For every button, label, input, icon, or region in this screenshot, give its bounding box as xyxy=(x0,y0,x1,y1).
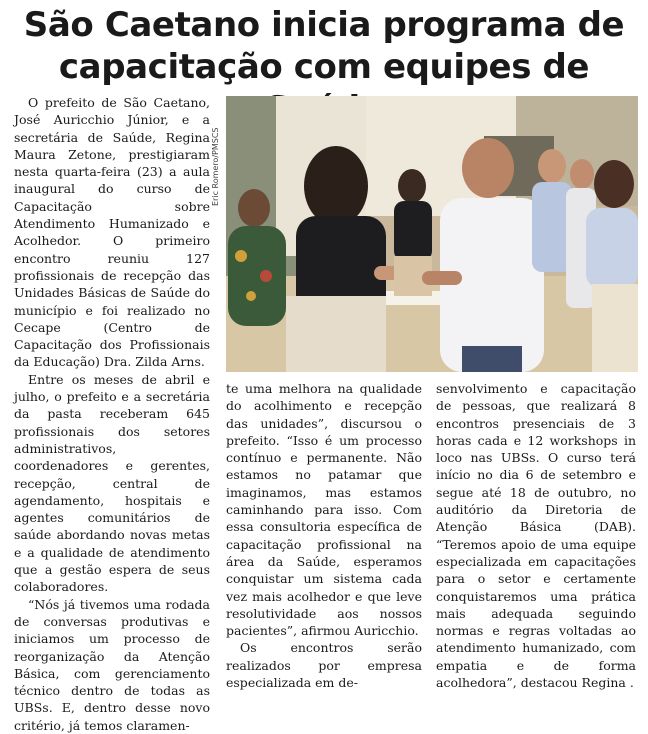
article-column-2 xyxy=(226,380,422,691)
paragraph: O prefeito de São Caetano, José Auricchio Júnior, e a secretária de Saúde, Regina Maura Zetone, prestigiaram nesta quarta-feira (23) a aula inaugural do curso de Capacitação sobre Atendimento Humanizado e Acolhedor. O primeiro encontro reuniu 127 profissionais de recepção das Unidades Básicas de Saúde do município e foi realizado no Cecape (Centro de Capacitação dos Profissionais da Educação) Dra. Zilda Arns. xyxy=(14,95,210,370)
headline: São Caetano inicia programa de capacitação com equipes de xyxy=(23,5,625,87)
photo-credit: Eric Romero/PMSCS xyxy=(211,127,220,206)
photo-handshake-icon xyxy=(226,96,638,372)
article-column-1 xyxy=(14,94,210,734)
paragraph: “Nós já tivemos uma rodada de conversas produtivas e iniciamos um processo de reorganização da Atenção Básica, com gerenciamento técnico dentro de todas as UBSs. E, dentro desse novo critério, já temos claramen- xyxy=(14,596,210,733)
article-column-3 xyxy=(436,380,636,691)
paragraph: senvolvimento e capacitação de pessoas, que realizará 8 encontros presenciais de 3 horas cada e 12 workshops in loco nas UBSs. O curso terá início no dia 6 de setembro e segue até 18 de outubro, no auditório da Diretoria de Atenção Básica (DAB). “Teremos apoio de uma equipe especializada em capacitações para o setor e certamente conquistaremos uma prática mais adequada seguindo normas e regras voltadas ao atendimento humanizado, com empatia e de forma acolhedora”, destacou Regina . xyxy=(436,381,636,691)
news-photo xyxy=(226,96,638,372)
paragraph: te uma melhora na qualidade do acolhimento e recepção das unidades”, discursou o prefeito. “Isso é um processo contínuo e permanente. Não estamos no patamar que imaginamos, mas estamos caminhando para isso. Com essa consultoria específica de capacitação profissional na área da Saúde, esperamos conquistar um sistema cada vez mais acolhedor e que leve resolutividade aos nossos pacientes”, afirmou Auricchio. xyxy=(226,381,422,639)
paragraph: Entre os meses de abril e julho, o prefeito e a secretária da pasta receberam 645 profissionais dos setores administrativos, coordenadores e gerentes, recepção, central de agendamento, hospitais e agentes comunitários de saúde abordando novas metas e a qualidade de atendimento que a gestão espera de seus colaboradores. xyxy=(14,371,210,595)
paragraph: Os encontros serão realizados por empresa especializada em de- xyxy=(226,640,422,691)
